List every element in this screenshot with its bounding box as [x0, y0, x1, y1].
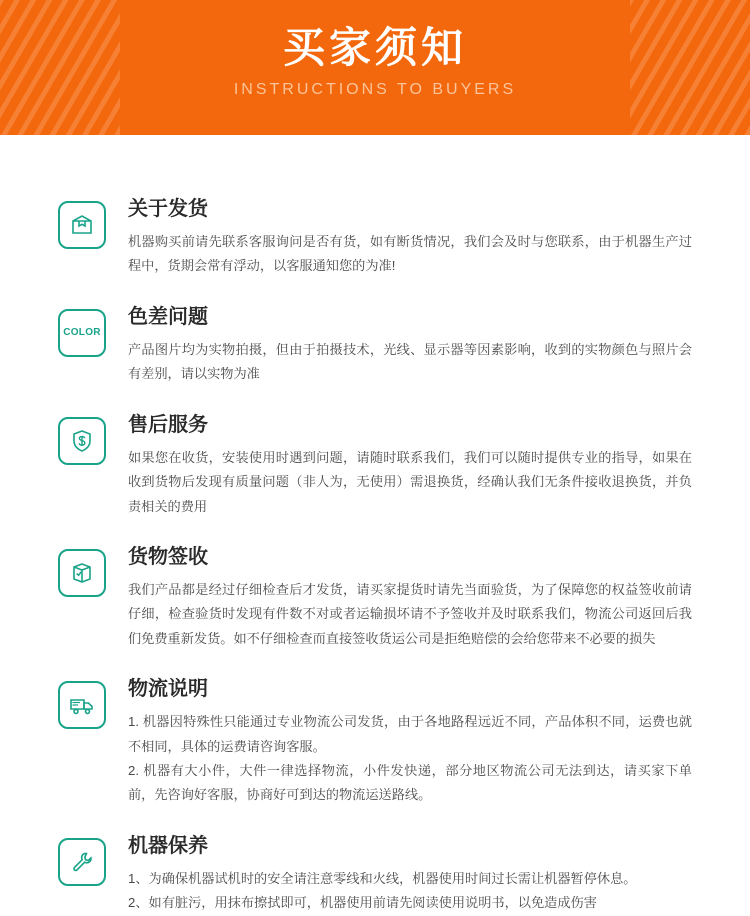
instructions-list [0, 135, 750, 916]
list-item-text: 产品图片均为实物拍摄，但由于拍摄技术，光线、显示器等因素影响，收到的实物颜色与照片会有差别，请以实物为准 [128, 341, 692, 382]
list-item-text: 1、为确保机器试机时的安全请注意零线和火线，机器使用时间过长需让机器暂停休息。 [128, 870, 637, 886]
list-item-title: 关于发货 [128, 198, 208, 220]
list-item [58, 413, 692, 519]
list-item [58, 305, 692, 387]
list-item-body [128, 197, 692, 279]
page-title: 买家须知 [282, 24, 467, 71]
page-banner [0, 0, 750, 135]
package-box-icon [58, 201, 106, 249]
color-swatch-icon [58, 309, 106, 357]
page-subtitle: INSTRUCTIONS TO BUYERS [233, 80, 517, 98]
list-item-body [128, 545, 692, 651]
list-item-text-group [128, 867, 692, 916]
list-item-text: 机器购买前请先联系客服询问是否有货，如有断货情况，我们会及时与您联系，由于机器生产过程中，货期会常有浮动，以客服通知您的为准! [128, 234, 692, 274]
list-item [58, 197, 692, 279]
list-item-text-group [128, 710, 692, 808]
dollar-shield-icon [58, 417, 106, 465]
list-item-body [128, 305, 692, 387]
list-item [58, 677, 692, 808]
list-item-body [128, 677, 692, 808]
color-swatch-label: COLOR [63, 327, 101, 339]
list-item-text: 我们产品都是经过仔细检查后才发货，请买家提货时请先当面验货，为了保障您的权益签收前请仔细，检查验货时发现有件数不对或者运输损坏请不予签收并及时联系我们，物流公司返回后我们免费重新发货。如不仔细检查而直接签收货运公司是拒绝赔偿的会给您带来不必要的损失 [128, 581, 692, 646]
list-item-text: 1. 机器因特殊性只能通过专业物流公司发货，由于各地路程远近不同，产品体积不同，运费也就不相同，具体的运费请咨询客服。 [128, 714, 692, 754]
list-item [58, 834, 692, 916]
list-item-title: 色差问题 [128, 305, 208, 328]
list-item-title: 机器保养 [128, 834, 208, 857]
list-item-title: 售后服务 [128, 413, 208, 436]
list-item-body [128, 413, 692, 519]
wrench-icon [58, 838, 106, 886]
list-item-text: 2、如有脏污，用抹布擦拭即可，机器使用前请先阅读使用说明书，以免造成伤害 [128, 895, 597, 911]
list-item-text: 2. 机器有大小件，大件一律选择物流，小件发快递，部分地区物流公司无法到达，请买家下单前，先咨询好客服，协商好可到达的物流运送路线。 [128, 763, 692, 803]
list-item [58, 545, 692, 651]
delivery-truck-icon [58, 681, 106, 729]
list-item-text: 如果您在收货，安装使用时遇到问题，请随时联系我们，我们可以随时提供专业的指导，如果在收到货物后发现有质量问题（非人为，无使用）需退换货，经确认我们无条件接收退换货，并负责相关的费用 [128, 449, 692, 514]
list-item-body [128, 834, 692, 916]
box-check-icon [58, 549, 106, 597]
banner-content [0, 0, 750, 99]
list-item-title: 货物签收 [128, 545, 208, 568]
list-item-title: 物流说明 [128, 678, 208, 701]
